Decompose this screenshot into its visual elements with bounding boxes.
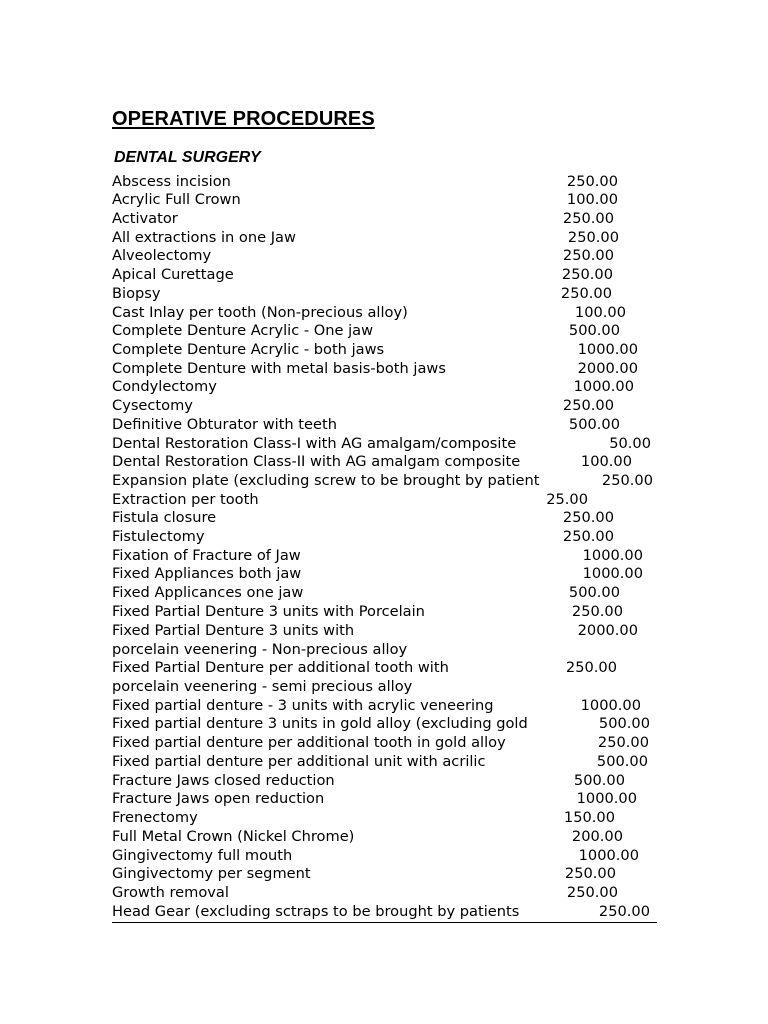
- procedure-name: Alveolectomy: [112, 247, 212, 264]
- procedure-fee: 250.00: [562, 509, 614, 526]
- procedure-name: Expansion plate (excluding screw to be brought by patient: [112, 472, 540, 489]
- procedure-name: Dental Restoration Class-II with AG amalgam composite: [112, 453, 521, 470]
- procedure-name: porcelain veenering - semi precious alloy: [112, 678, 413, 695]
- procedure-fee: 250.00: [571, 603, 623, 620]
- procedure-fee: 50.00: [609, 435, 651, 452]
- procedure-fee: 100.00: [574, 304, 626, 321]
- procedure-fee: 500.00: [596, 753, 648, 770]
- procedure-fee: 250.00: [562, 397, 614, 414]
- procedure-fee: 500.00: [568, 584, 620, 601]
- procedure-fee: 25.00: [546, 491, 588, 508]
- procedure-name: Fixed partial denture per additional unit with acrilic: [112, 753, 486, 770]
- procedure-name: Fixed partial denture per additional tooth in gold alloy: [112, 734, 506, 751]
- procedure-name: Fixed Appliances both jaw: [112, 565, 302, 582]
- procedure-fee: 250.00: [566, 884, 618, 901]
- procedure-name: Fixation of Fracture of Jaw: [112, 547, 301, 564]
- procedure-name: Fixed Partial Denture 3 units with: [112, 622, 355, 639]
- procedure-name: Complete Denture Acrylic - One jaw: [112, 322, 374, 339]
- procedure-name: porcelain veenering - Non-precious alloy: [112, 641, 408, 658]
- procedure-name: Definitive Obturator with teeth: [112, 416, 337, 433]
- procedure-name: Growth removal: [112, 884, 229, 901]
- procedure-name: Abscess incision: [112, 173, 231, 190]
- procedure-fee: 500.00: [568, 416, 620, 433]
- procedure-name: Fixed Applicances one jaw: [112, 584, 304, 601]
- procedure-fee: 250.00: [564, 865, 616, 882]
- procedure-name: Fistula closure: [112, 509, 217, 526]
- procedure-fee: 1000.00: [576, 790, 637, 807]
- procedure-fee: 500.00: [568, 322, 620, 339]
- procedure-fee: 250.00: [562, 210, 614, 227]
- procedure-fee: 250.00: [597, 734, 649, 751]
- procedure-fee: 1000.00: [577, 341, 638, 358]
- procedure-name: Cast Inlay per tooth (Non-precious alloy): [112, 304, 408, 321]
- page-title: OPERATIVE PROCEDURES: [112, 108, 375, 130]
- table-bottom-rule: [112, 922, 657, 923]
- procedure-fee: 2000.00: [577, 360, 638, 377]
- procedure-name: Complete Denture with metal basis-both jaws: [112, 360, 446, 377]
- procedure-fee: 250.00: [566, 173, 618, 190]
- procedure-name: Fixed Partial Denture per additional tooth with: [112, 659, 449, 676]
- procedure-fee: 500.00: [598, 715, 650, 732]
- procedure-fee: 150.00: [563, 809, 615, 826]
- procedure-fee: 100.00: [566, 191, 618, 208]
- procedure-fee: 250.00: [562, 247, 614, 264]
- procedure-name: Cysectomy: [112, 397, 193, 414]
- procedure-name: Biopsy: [112, 285, 161, 302]
- procedure-fee: 1000.00: [580, 697, 641, 714]
- procedure-fee: 100.00: [580, 453, 632, 470]
- procedure-name: Dental Restoration Class-I with AG amalgam/composite: [112, 435, 517, 452]
- procedure-name: Full Metal Crown (Nickel Chrome): [112, 828, 355, 845]
- procedure-name: Activator: [112, 210, 178, 227]
- procedure-name: Fistulectomy: [112, 528, 205, 545]
- procedure-name: Gingivectomy full mouth: [112, 847, 293, 864]
- procedure-fee: 250.00: [601, 472, 653, 489]
- procedure-fee: 250.00: [562, 528, 614, 545]
- section-title: DENTAL SURGERY: [114, 149, 261, 166]
- procedure-name: Fixed partial denture 3 units in gold alloy (excluding gold: [112, 715, 528, 732]
- procedure-name: Head Gear (excluding sctraps to be brought by patients: [112, 903, 520, 920]
- procedure-fee: 250.00: [560, 285, 612, 302]
- procedure-fee: 1000.00: [578, 847, 639, 864]
- procedure-name: Extraction per tooth: [112, 491, 259, 508]
- procedure-name: Fixed partial denture - 3 units with acrylic veneering: [112, 697, 494, 714]
- procedure-fee: 200.00: [571, 828, 623, 845]
- procedure-fee: 250.00: [561, 266, 613, 283]
- procedure-name: Condylectomy: [112, 378, 217, 395]
- procedure-fee: 2000.00: [577, 622, 638, 639]
- procedure-name: Complete Denture Acrylic - both jaws: [112, 341, 385, 358]
- procedure-fee: 1000.00: [582, 547, 643, 564]
- procedure-name: Acrylic Full Crown: [112, 191, 241, 208]
- procedure-name: Fracture Jaws closed reduction: [112, 772, 335, 789]
- procedure-name: Fixed Partial Denture 3 units with Porcelain: [112, 603, 425, 620]
- procedure-fee: 500.00: [573, 772, 625, 789]
- procedure-fee: 250.00: [565, 659, 617, 676]
- procedure-fee: 1000.00: [582, 565, 643, 582]
- procedure-name: Apical Curettage: [112, 266, 234, 283]
- procedure-fee: 1000.00: [573, 378, 634, 395]
- procedure-fee: 250.00: [598, 903, 650, 920]
- procedure-fee: 250.00: [567, 229, 619, 246]
- procedure-name: Gingivectomy per segment: [112, 865, 311, 882]
- procedure-name: Frenectomy: [112, 809, 198, 826]
- procedure-name: Fracture Jaws open reduction: [112, 790, 325, 807]
- procedure-name: All extractions in one Jaw: [112, 229, 296, 246]
